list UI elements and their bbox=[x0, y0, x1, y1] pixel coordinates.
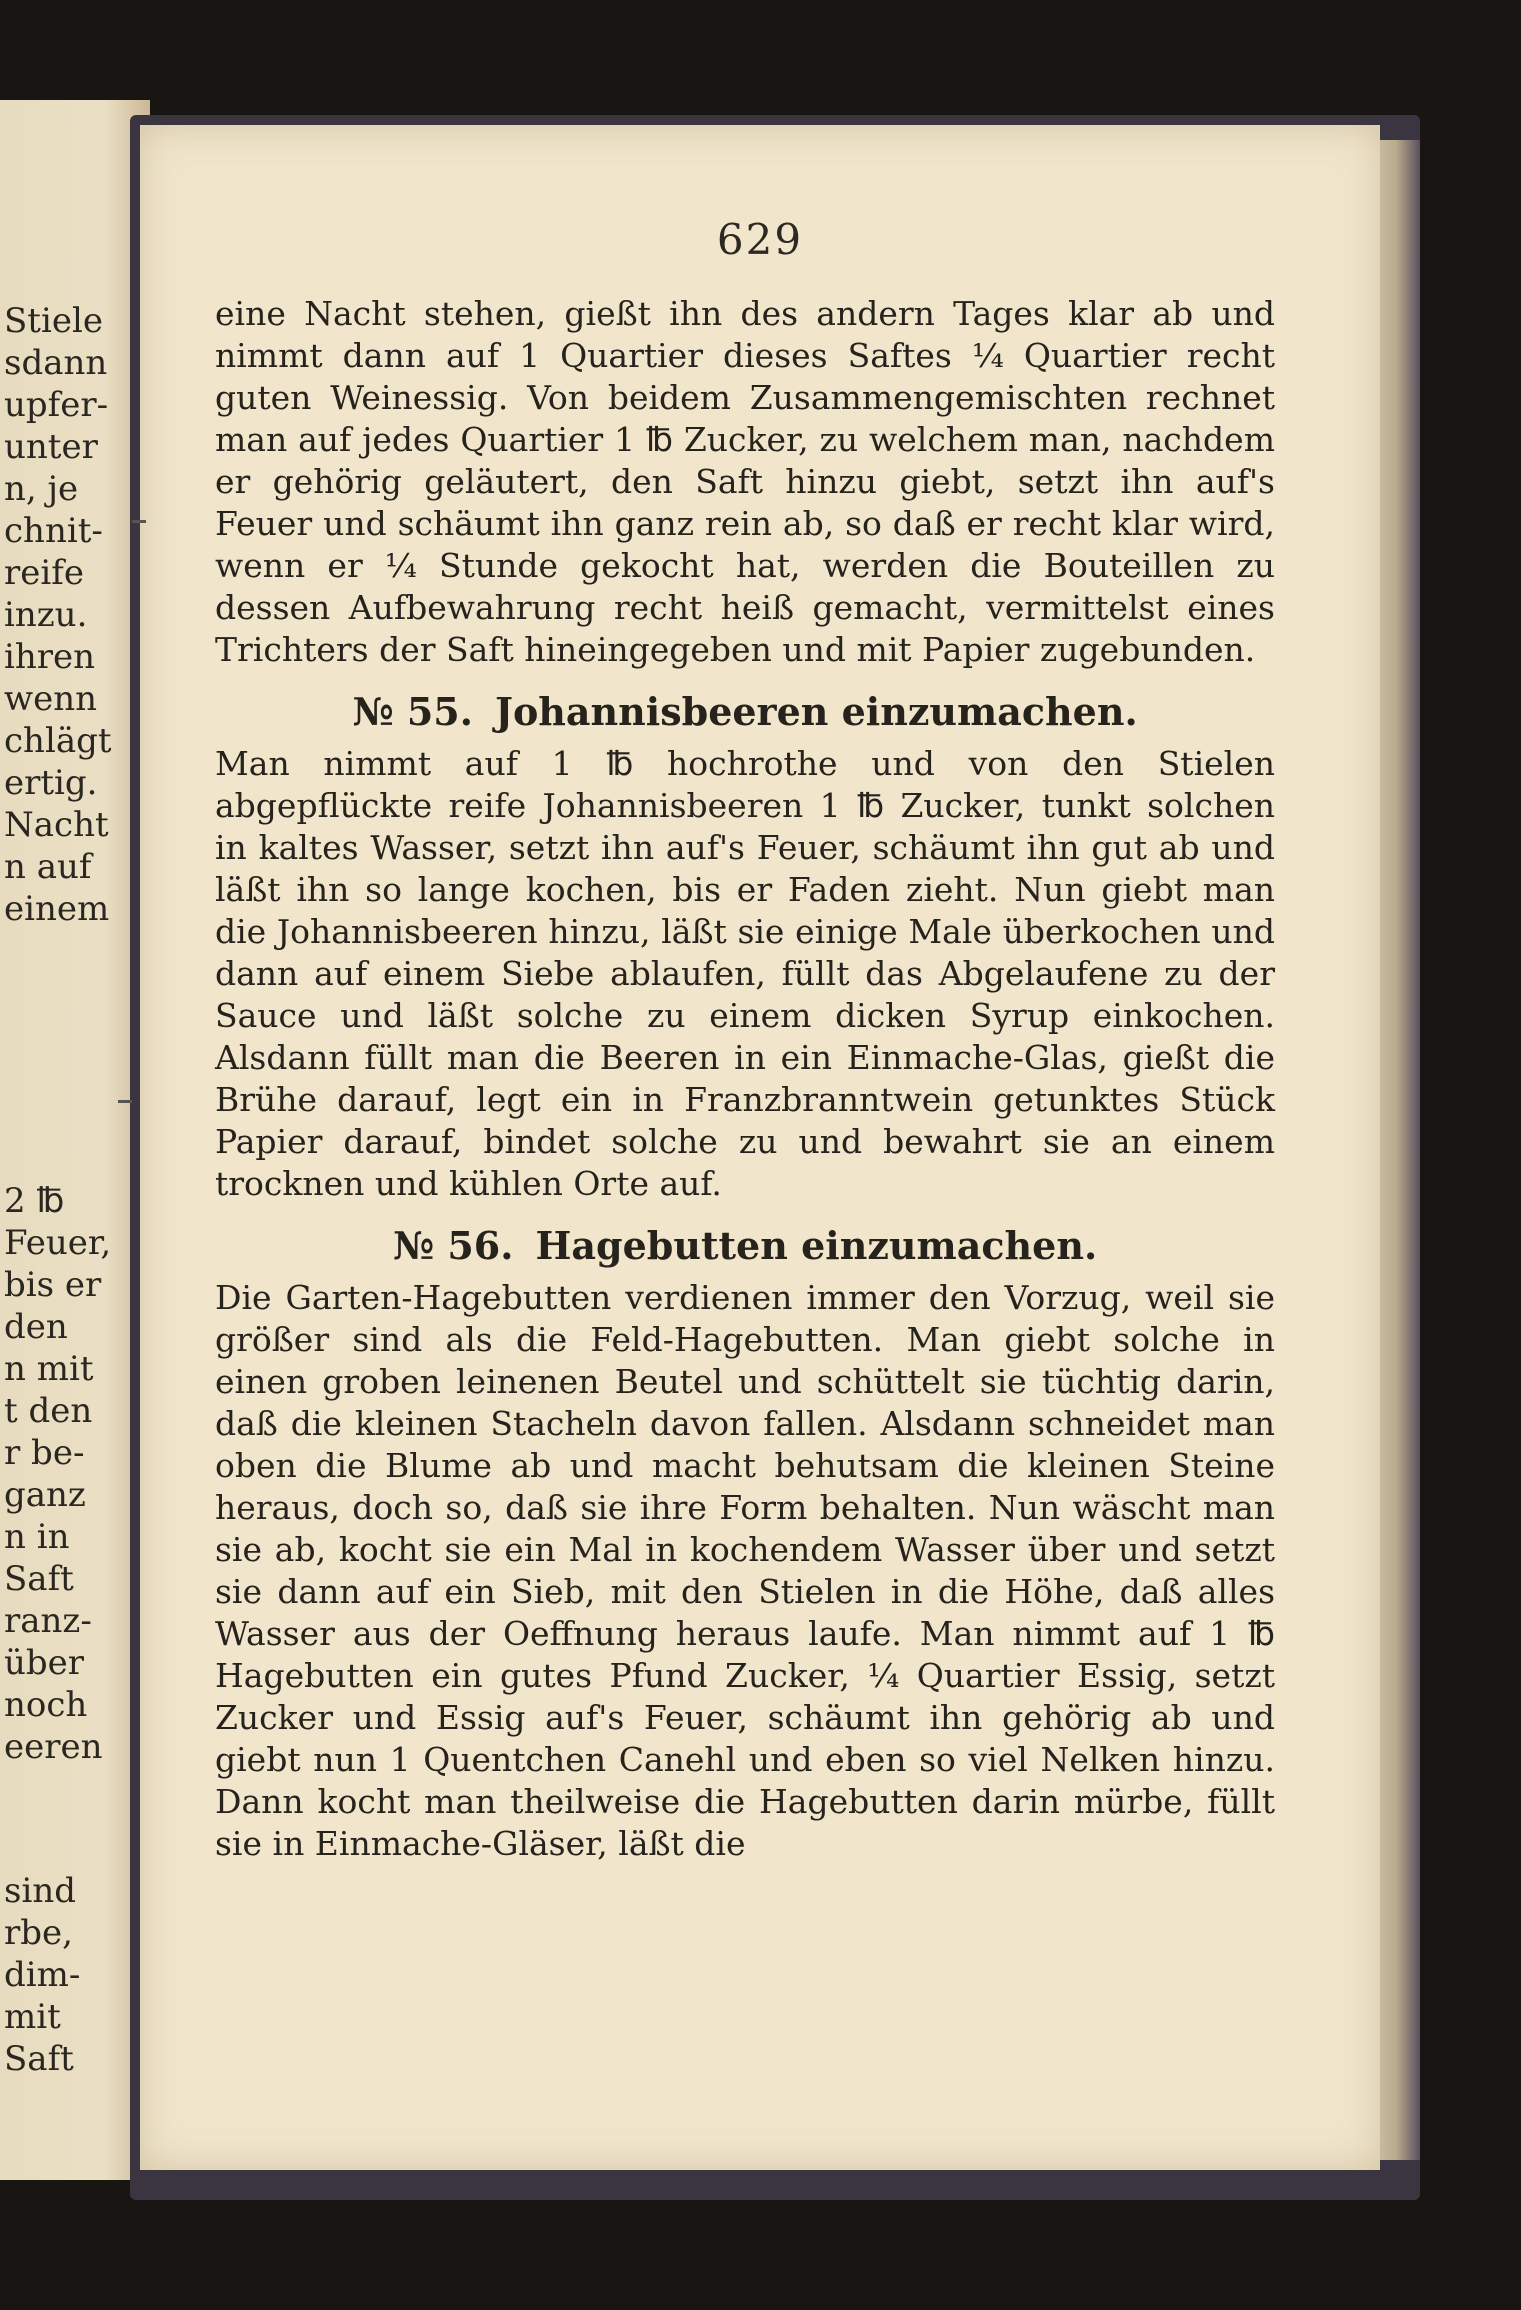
left-page-edge bbox=[0, 100, 150, 2180]
recipe-title: Hagebutten einzumachen. bbox=[535, 1223, 1098, 1268]
recipe-heading-56 bbox=[215, 1223, 1275, 1269]
recipe-55-text: Man nimmt auf 1 ℔ hochrothe und von den Stielen abgepflückte reife Johannisbeeren 1 ℔ Zucker, tunkt solchen in kaltes Wasser, setzt ihn auf's Feuer, schäumt ihn gut ab und läßt ihn so lange kochen, bis er Faden zieht. Nun giebt man die Johannisbeeren hinzu, läßt sie einige Male überkochen und dann auf einem Siebe ablaufen, füllt das Abgelaufene zu der Sauce und läßt solche zu einem dicken Syrup einkochen. Alsdann füllt man die Beeren in ein Einmache-Glas, gießt die Brühe darauf, legt ein in Franzbranntwein getunktes Stück Papier darauf, bindet solche zu und bewahrt sie an einem trocknen und kühlen Orte auf. bbox=[215, 744, 1275, 1203]
page-content bbox=[215, 293, 1275, 1865]
left-page-text-1: Stiele sdann upfer- unter n, je chnit- reife inzu. ihren wenn chlägt ertig. Nacht n auf einem bbox=[4, 301, 112, 929]
recipe-heading-55 bbox=[215, 689, 1275, 735]
left-page-text-3: sind rbe, dim- mit Saft bbox=[4, 1871, 81, 2079]
recipe-title: Johannisbeeren einzumachen. bbox=[494, 689, 1138, 734]
left-page-text-2: 2 ℔ Feuer, bis er den n mit t den r be- ganz n in Saft ranz- über noch eeren bbox=[4, 1181, 112, 1767]
paragraph-continued: eine Nacht stehen, gießt ihn des andern Tages klar ab und nimmt dann auf 1 Quartier dieses Saftes ¼ Quartier recht guten Weinessig. Von beidem Zusammengemischten rechnet man auf jedes Quartier 1 ℔ Zucker, zu welchem man, nachdem er gehörig geläutert, den Saft hinzu giebt, setzt ihn auf's Feuer und schäumt ihn ganz rein ab, so daß er recht klar wird, wenn er ¼ Stunde gekocht hat, werden die Bouteillen zu dessen Aufbewahrung recht heiß gemacht, vermittelst eines Trichters der Saft hineingegeben und mit Papier zugebunden. bbox=[215, 294, 1275, 669]
recipe-56-text: Die Garten-Hagebutten verdienen immer den Vorzug, weil sie größer sind als die Feld-Hagebutten. Man giebt solche in einen groben leinenen Beutel und schüttelt sie tüchtig darin, daß die kleinen Stacheln davon fallen. Alsdann schneidet man oben die Blume ab und macht behutsam die kleinen Steine heraus, doch so, daß sie ihre Form behalten. Nun wäscht man sie ab, kocht sie ein Mal in kochendem Wasser über und setzt sie dann auf ein Sieb, mit den Stielen in die Höhe, daß alles Wasser aus der Oeffnung heraus laufe. Man nimmt auf 1 ℔ Hagebutten ein gutes Pfund Zucker, ¼ Quartier Essig, setzt Zucker und Essig auf's Feuer, schäumt ihn gehörig ab und giebt nun 1 Quentchen Canehl und eben so viel Nelken hinzu. Dann kocht man theilweise die Hagebutten darin mürbe, füllt sie in Einmache-Gläser, läßt die bbox=[215, 1278, 1275, 1863]
margin-mark bbox=[118, 1100, 132, 1103]
recipe-number: № 55. bbox=[352, 689, 473, 734]
book-page bbox=[140, 125, 1380, 2170]
page-number: 629 bbox=[716, 215, 804, 264]
recipe-number: № 56. bbox=[392, 1223, 514, 1268]
margin-mark bbox=[132, 520, 146, 523]
